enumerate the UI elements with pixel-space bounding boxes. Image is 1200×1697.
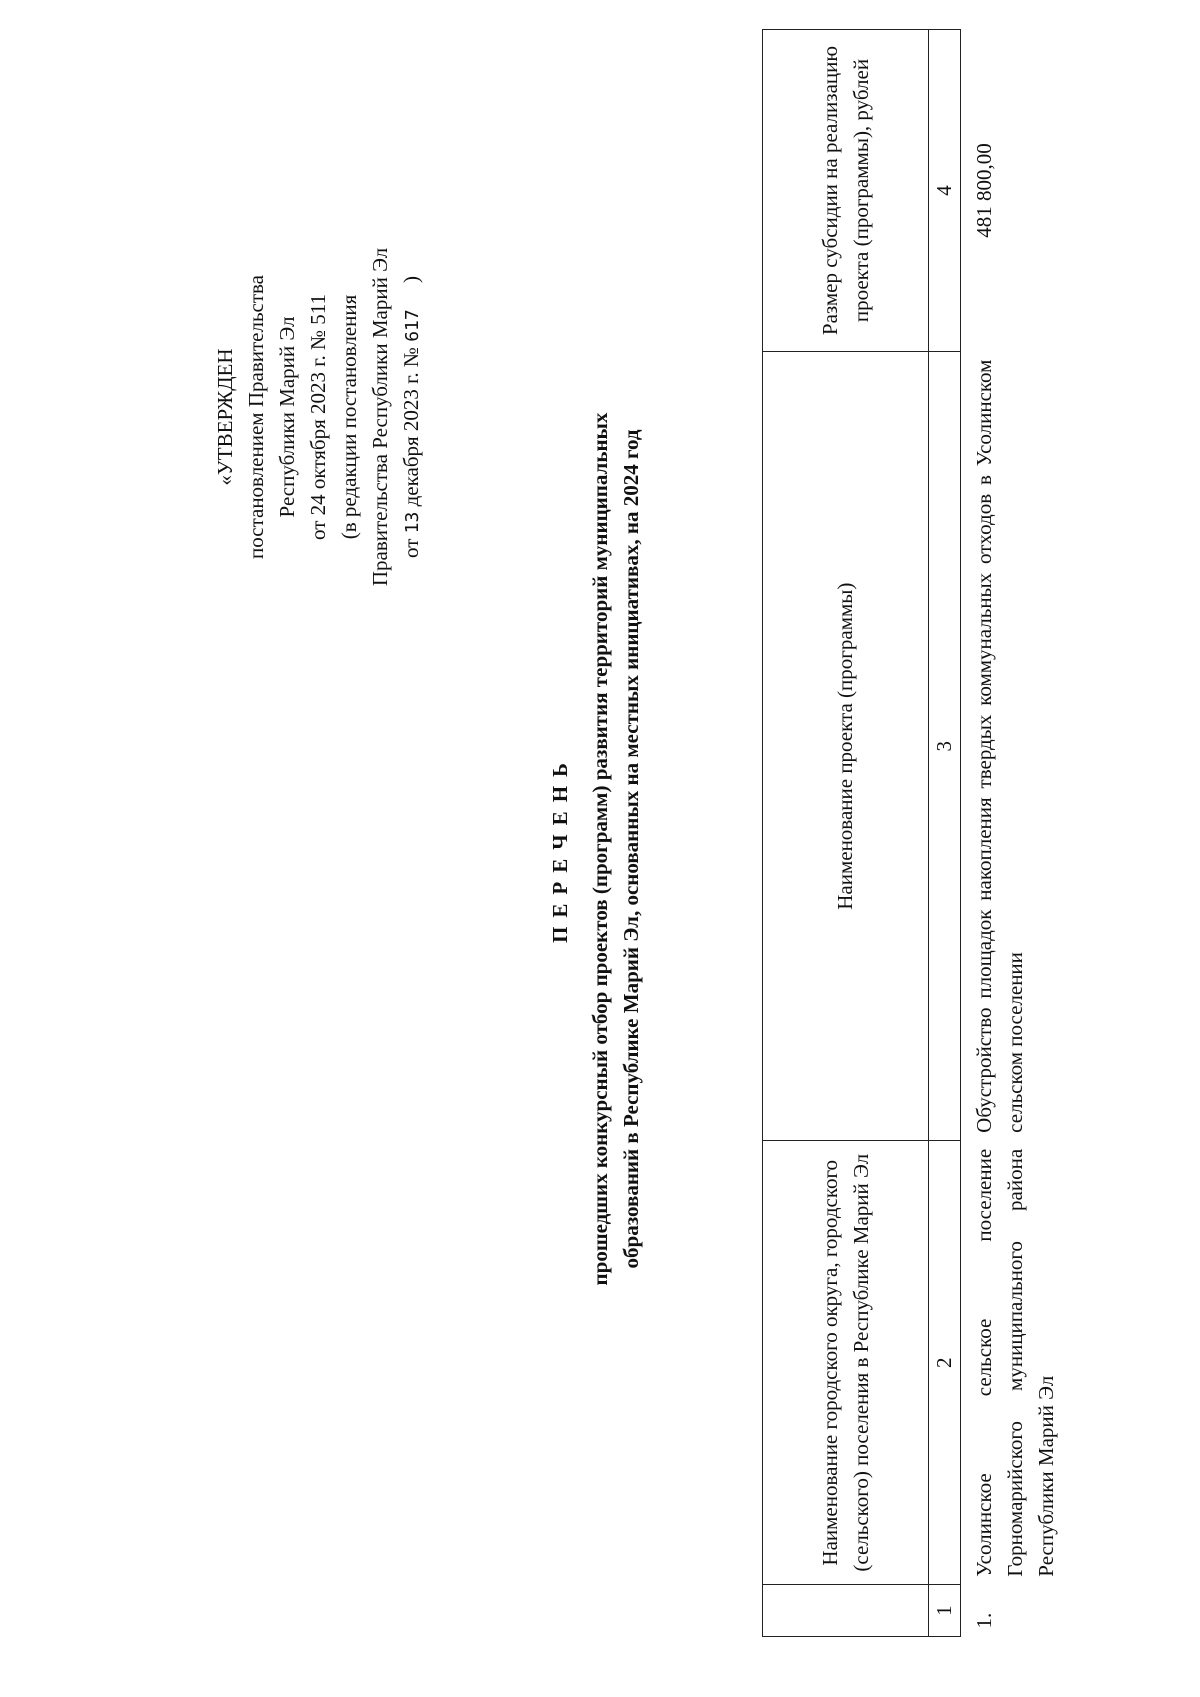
- date-month: декабря 2023 г. №: [399, 347, 423, 507]
- document-title: ПЕРЕЧЕНЬ: [548, 754, 572, 943]
- row-municipality: Усолинское сельское поселение Горномарийского муниципального района Республики Марий Эл: [972, 1148, 1058, 1577]
- row-amount: 481 800,00: [972, 143, 996, 238]
- approval-line: Республики Марий Эл: [275, 316, 299, 518]
- date-close: ): [399, 276, 423, 284]
- date-prefix: от: [399, 538, 423, 558]
- header-cell-municipality: Наименование городского округа, городского (сельского) поселения в Республике Марий Эл: [763, 1141, 929, 1585]
- approval-line: от 24 октября 2023 г. № 511: [306, 294, 330, 540]
- document-subtitle: [585, 249, 647, 1449]
- column-number: 3: [929, 352, 961, 1141]
- approval-line: (в редакции постановления: [337, 294, 361, 540]
- header-cell-amount: Размер субсидии на реализацию проекта (программы), рублей: [763, 30, 929, 352]
- header-cell-project: Наименование проекта (программы): [763, 352, 929, 1141]
- approval-line: Правительства Республики Марий Эл: [368, 247, 392, 587]
- row-number: 1.: [972, 1612, 996, 1629]
- date-day: 13: [402, 511, 423, 534]
- column-number: 1: [929, 1585, 961, 1637]
- column-number-row: [929, 30, 961, 1637]
- subtitle-line: образований в Республике Марий Эл, основанных на местных инициативах, на 2024 год: [619, 429, 643, 1269]
- table-header-row: [763, 30, 929, 1637]
- approval-stamp: [210, 202, 428, 632]
- amendment-date-line: [396, 202, 428, 632]
- row-project: Обустройство площадок накопления твердых коммунальных отходов в Усолинском сельском поселении: [972, 359, 1027, 1133]
- approval-line: «УТВЕРЖДЕН: [213, 348, 237, 486]
- column-number: 2: [929, 1141, 961, 1585]
- header-cell-num: [763, 1585, 929, 1637]
- projects-table: [762, 29, 1062, 1637]
- date-number: 617: [402, 309, 423, 342]
- column-number: 4: [929, 30, 961, 352]
- subtitle-line: прошедших конкурсный отбор проектов (программ) развития территорий муниципальных: [588, 412, 612, 1286]
- table-row: [961, 30, 1063, 1637]
- approval-line: постановлением Правительства: [244, 275, 268, 560]
